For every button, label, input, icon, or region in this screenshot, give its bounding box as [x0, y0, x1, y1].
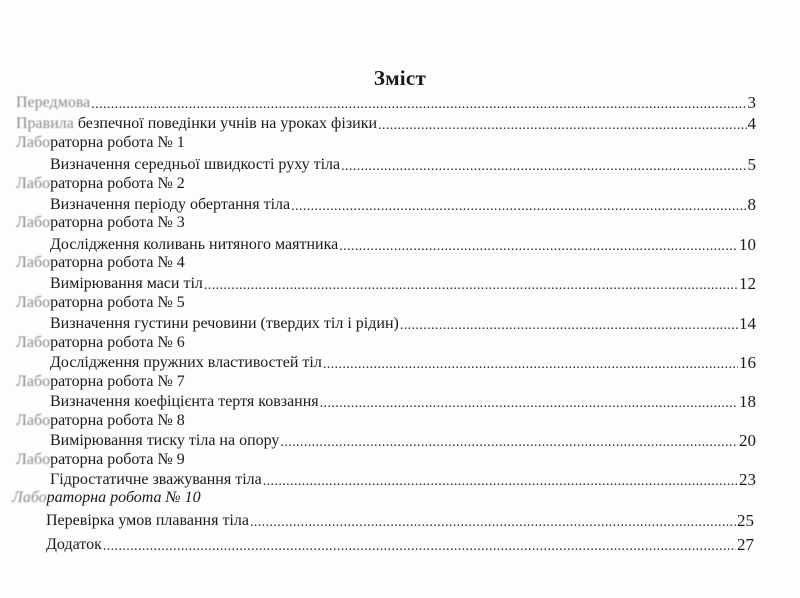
page-number: 5: [747, 155, 756, 174]
dot-leader: [280, 432, 738, 450]
entry-label-prefix: Правила: [16, 115, 74, 132]
page-number: 14: [739, 314, 756, 333]
entry-label: Визначення середньої швидкості руху тіла: [50, 156, 341, 173]
toc-entry-appendix[interactable]: [46, 534, 754, 554]
entry-label: Визначення коефіцієнта тертя ковзання: [50, 393, 319, 410]
lab-heading-5: Лабораторна робота № 5: [16, 294, 185, 311]
toc-entry-lab-4[interactable]: [50, 273, 756, 293]
page-number: 12: [739, 274, 756, 293]
dot-leader: [291, 196, 746, 214]
page-number: 8: [747, 195, 756, 214]
toc-entry-safety-rules[interactable]: [16, 113, 756, 133]
lab-heading-6: Лабораторна робота № 6: [16, 334, 185, 351]
entry-label: Гідростатичне зважування тіла: [50, 471, 262, 488]
toc-entry-lab-9[interactable]: [50, 469, 756, 489]
dot-leader: [103, 536, 736, 554]
toc-entry-lab-3[interactable]: [50, 234, 756, 254]
entry-label: безпечної поведінки учнів на уроках фізики: [73, 115, 378, 132]
toc-entry-preface[interactable]: [16, 92, 756, 112]
entry-label: Вимірювання маси тіл: [50, 275, 203, 292]
dot-leader: [204, 275, 738, 293]
entry-label: Визначення густини речовини (твердих тіл і рідин): [50, 315, 399, 332]
page-number: 16: [739, 353, 756, 372]
page-number: 20: [739, 431, 756, 450]
entry-label: Дослідження пружних властивостей тіл: [50, 354, 322, 371]
page-number: 18: [739, 392, 756, 411]
toc-entry-lab-7[interactable]: [50, 391, 756, 411]
page-number: 4: [747, 114, 756, 133]
toc-entry-lab-2[interactable]: [50, 194, 756, 214]
dot-leader: [341, 156, 746, 174]
toc-entry-lab-10[interactable]: [46, 510, 754, 530]
entry-label: Передмова: [16, 94, 91, 111]
dot-leader: [400, 315, 738, 333]
lab-heading-10: Лабораторна робота № 10: [12, 489, 201, 506]
page-number: 3: [747, 93, 756, 112]
entry-label: Перевірка умов плавання тіла: [46, 512, 249, 529]
dot-leader: [91, 94, 746, 112]
page-number: 25: [737, 511, 754, 530]
lab-heading-4: Лабораторна робота № 4: [16, 254, 185, 271]
lab-heading-9: Лабораторна робота № 9: [16, 451, 185, 468]
dot-leader: [378, 115, 746, 133]
page-number: 27: [737, 535, 754, 554]
toc-entry-lab-6[interactable]: [50, 352, 756, 372]
lab-heading-3: Лабораторна робота № 3: [16, 214, 185, 231]
toc-entry-lab-5[interactable]: [50, 313, 756, 333]
lab-heading-8: Лабораторна робота № 8: [16, 412, 185, 429]
page-number: 23: [739, 470, 756, 489]
page-title: Зміст: [373, 66, 427, 90]
dot-leader: [320, 393, 738, 411]
dot-leader: [323, 354, 738, 372]
entry-label: Вимірювання тиску тіла на опору: [50, 432, 280, 449]
entry-label: Дослідження коливань нитяного маятника: [50, 236, 339, 253]
toc-entry-lab-1[interactable]: [50, 154, 756, 174]
dot-leader: [339, 236, 738, 254]
page-number: 10: [739, 235, 756, 254]
lab-heading-1: Лабораторна робота № 1: [16, 134, 185, 151]
entry-label: Додаток: [46, 536, 102, 553]
entry-label: Визначення періоду обертання тіла: [50, 196, 291, 213]
dot-leader: [250, 512, 736, 530]
toc-entry-lab-8[interactable]: [50, 430, 756, 450]
lab-heading-2: Лабораторна робота № 2: [16, 175, 185, 192]
lab-heading-7: Лабораторна робота № 7: [16, 373, 185, 390]
dot-leader: [263, 471, 738, 489]
